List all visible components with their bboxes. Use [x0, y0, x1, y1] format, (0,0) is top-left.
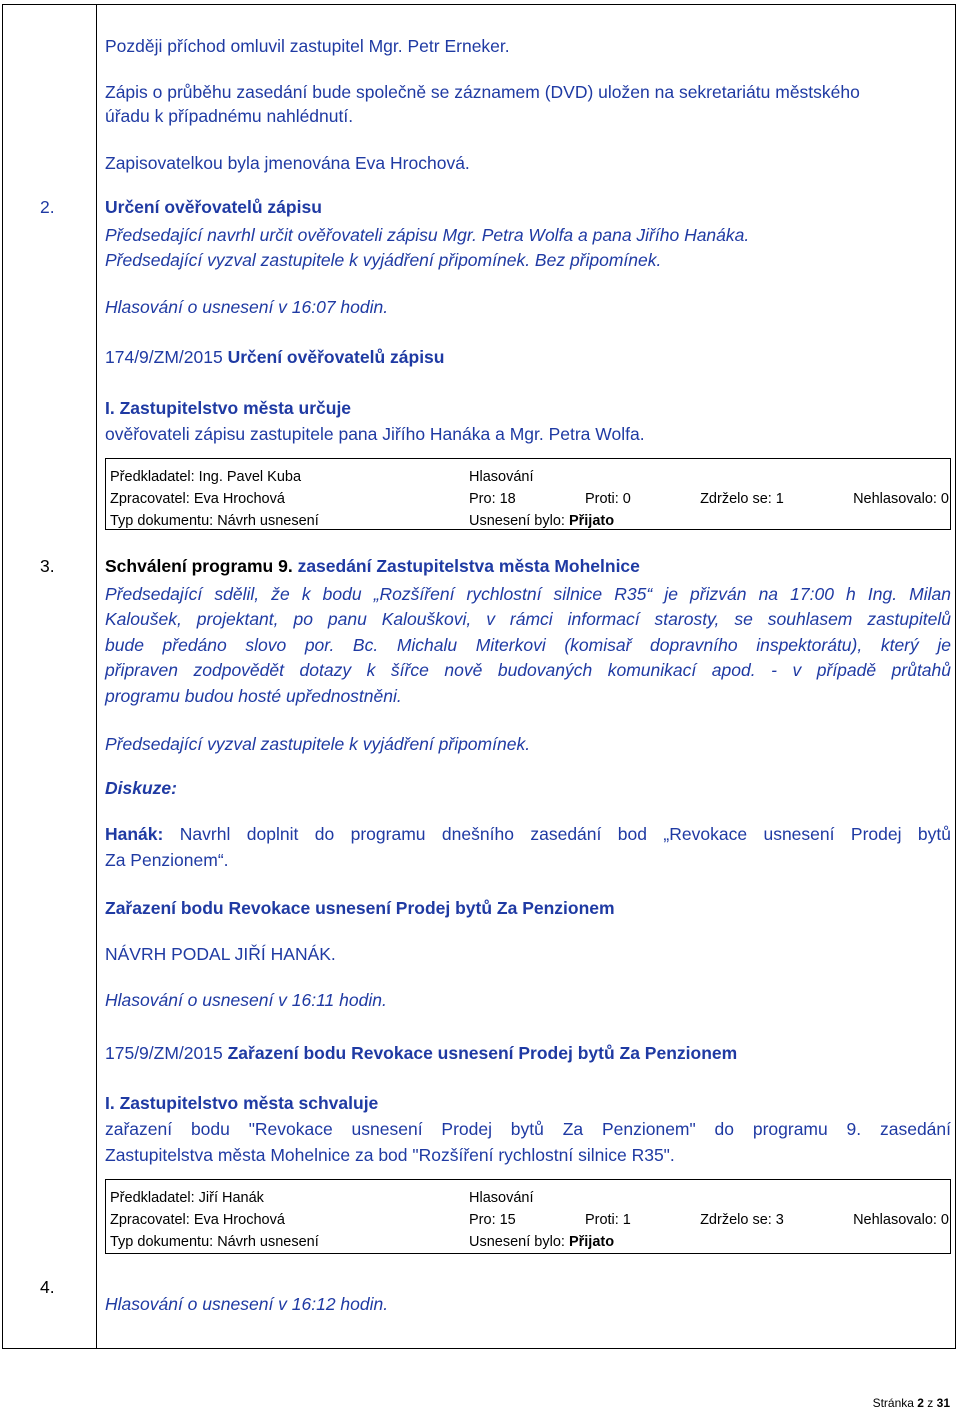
- vote-175-proti: Proti: 1: [584, 1212, 631, 1228]
- section-3-title-part-1: Schválení programu 9.: [105, 556, 298, 576]
- vote-175-result-label: Usnesení bylo:: [469, 1234, 569, 1250]
- vote-174-result-label: Usnesení bylo:: [469, 513, 569, 529]
- proposal-by: NÁVRH PODAL JIŘÍ HANÁK.: [105, 944, 336, 964]
- vote-box-174: [105, 458, 951, 530]
- vote-174-hlasovani: Hlasování: [469, 469, 534, 485]
- resolution-175-title: Zařazení bodu Revokace usnesení Prodej bytů Za Penzionem: [227, 1043, 738, 1063]
- section-3-title-part-2: zasedání Zastupitelstva města Mohelnice: [297, 556, 640, 576]
- section-3-vote-time: Hlasování o usnesení v 16:11 hodin.: [105, 990, 387, 1010]
- vote-175-zdrzelo: Zdrželo se: 3: [700, 1212, 784, 1228]
- section-3-prompt: Předsedající vyzval zastupitele k vyjádření připomínek.: [105, 734, 531, 754]
- vote-174-result: [469, 512, 949, 530]
- resolution-174-number: 174/9/ZM/2015: [105, 347, 223, 367]
- section-3-para-line-1: Předsedající sdělil, že k bodu „Rozšíření rychlostní silnice R35“ je přizván na 17:00 h Ing. Milan: [105, 584, 951, 604]
- insertion-title: Zařazení bodu Revokace usnesení Prodej bytů Za Penzionem: [105, 898, 615, 918]
- vote-175-pro: Pro: 15: [469, 1212, 516, 1228]
- vote-box-175: [105, 1179, 951, 1254]
- decision-174-text: ověřovateli zápisu zastupitele pana Jiřího Hanáka a Mgr. Petra Wolfa.: [105, 424, 645, 444]
- section-3-para-line-3: bude předáno slovo por. Bc. Michalu Miterkovi (komisař dopravního inspektorátu), který je: [105, 635, 951, 655]
- section-2-title: Určení ověřovatelů zápisu: [105, 197, 322, 217]
- section-2-proposal: Předsedající navrhl určit ověřovateli zápisu Mgr. Petra Wolfa a pana Jiřího Hanáka.: [105, 225, 750, 245]
- recorder-note: Zapisovatelkou byla jmenována Eva Hrochová.: [105, 153, 470, 173]
- vote-175-result-value: Přijato: [568, 1234, 615, 1250]
- decision-175-head: I. Zastupitelstvo města schvaluje: [105, 1093, 379, 1113]
- vote-175-nehlasovalo: Nehlasovalo: 0: [853, 1212, 949, 1228]
- vote-175-zpracovatel: Zpracovatel: Eva Hrochová: [110, 1212, 285, 1228]
- decision-175-line-2: Zastupitelstva města Mohelnice za bod "Rozšíření rychlostní silnice R35".: [105, 1145, 675, 1165]
- decision-175-line-1: zařazení bodu "Revokace usnesení Prodej bytů Za Penzionem" do programu 9. zasedání: [105, 1119, 951, 1139]
- footer-label: Stránka: [872, 1396, 918, 1410]
- footer-page: 2: [917, 1396, 924, 1410]
- vote-174-zpracovatel: Zpracovatel: Eva Hrochová: [110, 491, 285, 507]
- resolution-175: [105, 1043, 737, 1063]
- column-divider: [96, 4, 97, 1349]
- page-footer: [873, 1396, 950, 1410]
- section-3-number: 3.: [40, 556, 55, 576]
- vote-174-counts: [469, 490, 949, 508]
- hanak-text: Navrhl doplnit do programu dnešního zasedání bod „Revokace usnesení Prodej bytů: [163, 824, 951, 844]
- section-3-para-line-2: Kaloušek, projektant, po panu Kalouškovi, v rámci informací starosty, se souhlasem zastupitelů: [105, 609, 951, 629]
- vote-174-zdrzelo: Zdrželo se: 1: [700, 491, 784, 507]
- minutes-storage-line-2: úřadu k případnému nahlédnutí.: [105, 106, 354, 126]
- vote-175-typ: Typ dokumentu: Návrh usnesení: [110, 1234, 319, 1250]
- minutes-storage-line-1: Zápis o průběhu zasedání bude společně se záznamem (DVD) uložen na sekretariátu městského: [105, 82, 860, 102]
- resolution-175-number: 175/9/ZM/2015: [105, 1043, 223, 1063]
- section-3-para-line-4: připraven zodpovědět dotazy k šířce nově budovaných komunikací apod. - v případě průtahů: [105, 660, 951, 680]
- hanak-name: Hanák:: [105, 824, 164, 844]
- vote-174-nehlasovalo: Nehlasovalo: 0: [853, 491, 949, 507]
- section-4-vote-time: Hlasování o usnesení v 16:12 hodin.: [105, 1294, 389, 1314]
- section-2-number: 2.: [40, 197, 55, 217]
- section-4-number: 4.: [40, 1277, 55, 1297]
- resolution-174-title: Určení ověřovatelů zápisu: [227, 347, 445, 367]
- footer-of: z: [923, 1396, 937, 1410]
- section-3-para-line-5: programu budou hosté upřednostněni.: [105, 686, 402, 706]
- late-arrival-note: Později příchod omluvil zastupitel Mgr. Petr Erneker.: [105, 36, 510, 56]
- decision-174-head: I. Zastupitelstvo města určuje: [105, 398, 352, 418]
- section-3-title: [105, 556, 640, 576]
- vote-174-result-value: Přijato: [568, 513, 615, 529]
- vote-175-predkladatel: Předkladatel: Jiří Hanák: [110, 1190, 264, 1206]
- vote-174-pro: Pro: 18: [469, 491, 516, 507]
- vote-175-counts: [469, 1211, 949, 1229]
- vote-174-predkladatel: Předkladatel: Ing. Pavel Kuba: [110, 469, 302, 485]
- footer-total: 31: [936, 1396, 950, 1410]
- resolution-174: [105, 347, 444, 367]
- hanak-line-1: [105, 824, 951, 844]
- vote-174-proti: Proti: 0: [584, 491, 631, 507]
- section-2-comments: Předsedající vyzval zastupitele k vyjádření připomínek. Bez připomínek.: [105, 250, 662, 270]
- hanak-line-2: Za Penzionem“.: [105, 850, 229, 870]
- vote-174-typ: Typ dokumentu: Návrh usnesení: [110, 513, 319, 529]
- section-2-vote-time: Hlasování o usnesení v 16:07 hodin.: [105, 297, 389, 317]
- vote-175-result: [469, 1233, 949, 1251]
- discussion-heading: Diskuze:: [105, 778, 177, 798]
- vote-175-hlasovani: Hlasování: [469, 1190, 534, 1206]
